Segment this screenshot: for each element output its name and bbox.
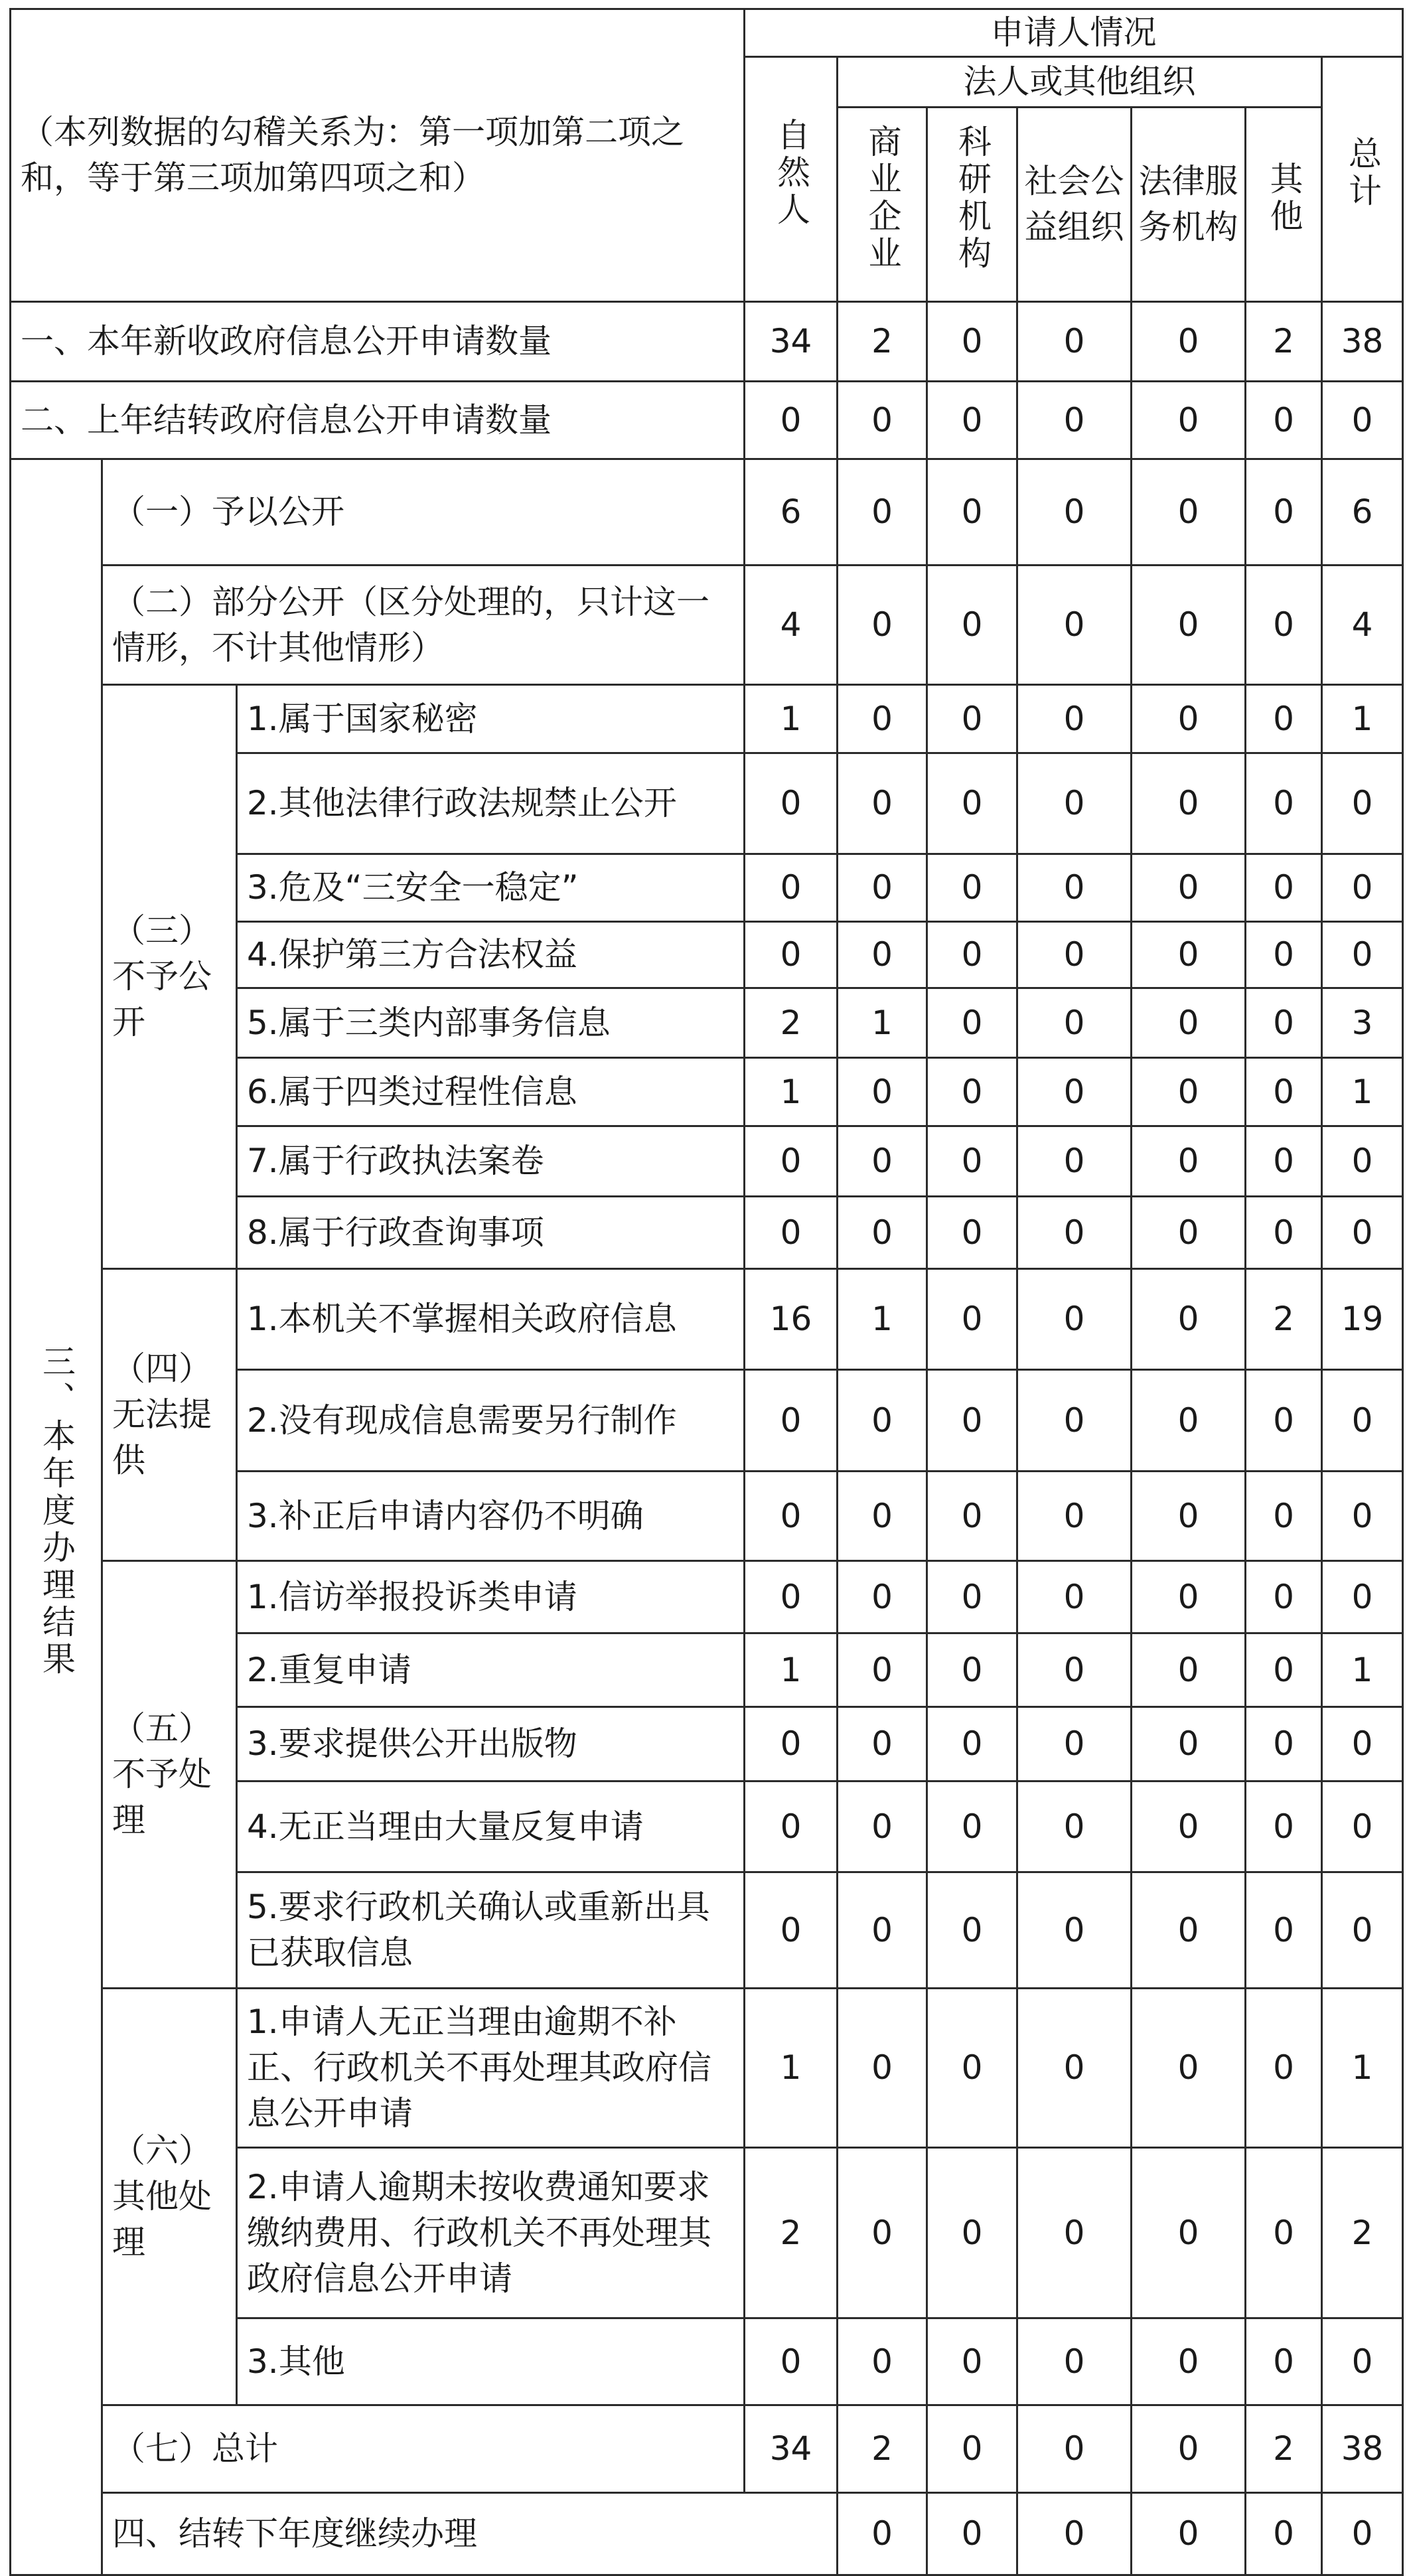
cell-value: 0 — [1132, 1707, 1246, 1781]
cell-value: 0 — [927, 459, 1017, 566]
cell-value: 0 — [838, 1561, 927, 1633]
cell-value: 0 — [1132, 1126, 1246, 1197]
cell-value: 1 — [745, 1989, 838, 2148]
cell-value: 0 — [1322, 1472, 1403, 1561]
cell-value: 0 — [1246, 1781, 1322, 1872]
cell-value: 0 — [1322, 382, 1403, 459]
cell-value: 0 — [927, 2148, 1017, 2318]
cell-value: 0 — [927, 1370, 1017, 1472]
cell-value: 0 — [1132, 922, 1246, 988]
cell-value: 38 — [1322, 302, 1403, 382]
cell-value: 0 — [927, 2318, 1017, 2405]
group-label-other-handling: （六）其他处理 — [102, 1989, 237, 2405]
cell-value: 0 — [1246, 1872, 1322, 1989]
row-label: 1.申请人无正当理由逾期不补正、行政机关不再处理其政府信息公开申请 — [237, 1989, 745, 2148]
cell-value: 0 — [927, 382, 1017, 459]
cell-value: 2 — [745, 988, 838, 1058]
cell-value: 0 — [1017, 1472, 1132, 1561]
cell-value: 0 — [1246, 459, 1322, 566]
cell-value: 1 — [745, 1058, 838, 1126]
cell-value: 0 — [1017, 1781, 1132, 1872]
cell-value: 0 — [927, 753, 1017, 854]
cell-value: 0 — [745, 922, 838, 988]
cell-value: 2 — [838, 302, 927, 382]
cell-value: 0 — [838, 2493, 927, 2575]
cell-value: 0 — [1132, 2405, 1246, 2493]
cell-value: 0 — [927, 1781, 1017, 1872]
col-header-business: 商业企业 — [838, 108, 927, 302]
cell-value: 16 — [745, 1269, 838, 1370]
row-label: 5.要求行政机关确认或重新出具已获取信息 — [237, 1872, 745, 1989]
cell-value: 0 — [745, 753, 838, 854]
cell-value: 0 — [1322, 1561, 1403, 1633]
cell-value: 2 — [1246, 1269, 1322, 1370]
cell-value: 0 — [1132, 1472, 1246, 1561]
cell-value: 0 — [1322, 2318, 1403, 2405]
col-header-research: 科研机构 — [927, 108, 1017, 302]
cell-value: 38 — [1322, 2405, 1403, 2493]
row-label: （二）部分公开（区分处理的，只计这一情形，不计其他情形） — [102, 566, 745, 685]
cell-value: 0 — [1322, 1197, 1403, 1269]
cell-value: 0 — [927, 1561, 1017, 1633]
group-label-unavailable: （四）无法提供 — [102, 1269, 237, 1561]
row-label: 四、结转下年度继续办理 — [102, 2493, 838, 2575]
table-row — [11, 1269, 1403, 1370]
cell-value: 0 — [1132, 753, 1246, 854]
cell-value: 0 — [1017, 566, 1132, 685]
row-label: 一、本年新收政府信息公开申请数量 — [11, 302, 745, 382]
cell-value: 0 — [1132, 1872, 1246, 1989]
cell-value: 0 — [1132, 1058, 1246, 1126]
cell-value: 0 — [1132, 2148, 1246, 2318]
cell-value: 0 — [927, 1872, 1017, 1989]
cell-value: 0 — [745, 1781, 838, 1872]
cell-value: 0 — [1017, 1058, 1132, 1126]
row-label: 7.属于行政执法案卷 — [237, 1126, 745, 1197]
cell-value: 0 — [838, 459, 927, 566]
table-row — [11, 566, 1403, 685]
cell-value: 0 — [1322, 922, 1403, 988]
cell-value: 0 — [1322, 1707, 1403, 1781]
table-row — [11, 459, 1403, 566]
cell-value: 0 — [1017, 302, 1132, 382]
row-label: 8.属于行政查询事项 — [237, 1197, 745, 1269]
table-row — [11, 2493, 1403, 2575]
cell-value: 0 — [838, 1126, 927, 1197]
cell-value: 0 — [838, 854, 927, 922]
row-label: （一）予以公开 — [102, 459, 745, 566]
table-row — [11, 1561, 1403, 1633]
cell-value: 0 — [1246, 1989, 1322, 2148]
cell-value: 0 — [838, 922, 927, 988]
cell-value: 0 — [1017, 753, 1132, 854]
cell-value: 0 — [1017, 459, 1132, 566]
cell-value: 1 — [745, 685, 838, 753]
cell-value: 0 — [1246, 1126, 1322, 1197]
cell-value: 0 — [927, 1472, 1017, 1561]
row-label: 3.要求提供公开出版物 — [237, 1707, 745, 1781]
col-header-other: 其他 — [1246, 108, 1322, 302]
cell-value: 0 — [927, 1633, 1017, 1707]
cell-value: 0 — [1017, 2405, 1132, 2493]
legal-group-header: 法人或其他组织 — [838, 57, 1322, 108]
cell-value: 34 — [745, 302, 838, 382]
applicant-group-header: 申请人情况 — [745, 9, 1403, 57]
cell-value: 0 — [1132, 1781, 1246, 1872]
col-header-public-welfare: 社会公益组织 — [1017, 108, 1132, 302]
table-row — [11, 685, 1403, 753]
cell-value: 0 — [1017, 685, 1132, 753]
cell-value: 0 — [927, 854, 1017, 922]
cell-value: 0 — [1132, 459, 1246, 566]
cell-value: 1 — [1322, 1989, 1403, 2148]
cell-value: 0 — [927, 302, 1017, 382]
cell-value: 0 — [838, 382, 927, 459]
cell-value: 0 — [1322, 1872, 1403, 1989]
row-label: 2.没有现成信息需要另行制作 — [237, 1370, 745, 1472]
cell-value: 0 — [1322, 1781, 1403, 1872]
row-label: 2.重复申请 — [237, 1633, 745, 1707]
cell-value: 0 — [745, 854, 838, 922]
cell-value: 3 — [1322, 988, 1403, 1058]
table-row — [11, 1989, 1403, 2148]
cell-value: 34 — [745, 2405, 838, 2493]
cell-value: 0 — [838, 1633, 927, 1707]
row-label: 1.属于国家秘密 — [237, 685, 745, 753]
cell-value: 1 — [838, 988, 927, 1058]
col-header-legal-service: 法律服务机构 — [1132, 108, 1246, 302]
cell-value: 0 — [745, 1872, 838, 1989]
row-label: 4.保护第三方合法权益 — [237, 922, 745, 988]
cell-value: 0 — [927, 988, 1017, 1058]
cell-value: 0 — [1322, 753, 1403, 854]
cell-value: 0 — [1132, 382, 1246, 459]
cell-value: 0 — [1017, 1126, 1132, 1197]
table-note: （本列数据的勾稽关系为：第一项加第二项之和，等于第三项加第四项之和） — [11, 9, 745, 302]
cell-value: 0 — [1017, 854, 1132, 922]
cell-value: 0 — [745, 2318, 838, 2405]
cell-value: 0 — [838, 1197, 927, 1269]
cell-value: 0 — [1017, 1370, 1132, 1472]
cell-value: 0 — [1132, 1561, 1246, 1633]
cell-value: 0 — [1246, 685, 1322, 753]
cell-value: 0 — [1246, 2318, 1322, 2405]
row-label: 2.其他法律行政法规禁止公开 — [237, 753, 745, 854]
cell-value: 0 — [927, 922, 1017, 988]
row-label: 3.危及“三安全一稳定” — [237, 854, 745, 922]
cell-value: 0 — [745, 382, 838, 459]
cell-value: 0 — [1246, 2148, 1322, 2318]
cell-value: 0 — [745, 1707, 838, 1781]
cell-value: 2 — [838, 2405, 927, 2493]
row-label: 4.无正当理由大量反复申请 — [237, 1781, 745, 1872]
cell-value: 0 — [1017, 988, 1132, 1058]
row-label: 二、上年结转政府信息公开申请数量 — [11, 382, 745, 459]
cell-value: 19 — [1322, 1269, 1403, 1370]
row-label: 6.属于四类过程性信息 — [237, 1058, 745, 1126]
cell-value: 0 — [745, 1197, 838, 1269]
cell-value: 0 — [1132, 566, 1246, 685]
cell-value: 0 — [927, 685, 1017, 753]
row-label: 1.信访举报投诉类申请 — [237, 1561, 745, 1633]
cell-value: 0 — [1132, 1370, 1246, 1472]
cell-value: 2 — [1322, 2148, 1403, 2318]
cell-value: 1 — [745, 1633, 838, 1707]
cell-value: 0 — [927, 1126, 1017, 1197]
cell-value: 0 — [1017, 922, 1132, 988]
cell-value: 0 — [1132, 1269, 1246, 1370]
cell-value: 0 — [1246, 1370, 1322, 1472]
cell-value: 0 — [927, 1707, 1017, 1781]
cell-value: 4 — [1322, 566, 1403, 685]
cell-value: 0 — [838, 753, 927, 854]
cell-value: 6 — [1322, 459, 1403, 566]
row-label: 5.属于三类内部事务信息 — [237, 988, 745, 1058]
cell-value: 0 — [1017, 2318, 1132, 2405]
cell-value: 0 — [838, 1058, 927, 1126]
cell-value: 0 — [1017, 2493, 1132, 2575]
cell-value: 0 — [745, 1370, 838, 1472]
cell-value: 2 — [745, 2148, 838, 2318]
cell-value: 6 — [745, 459, 838, 566]
cell-value: 2 — [1246, 2405, 1322, 2493]
cell-value: 0 — [1246, 1561, 1322, 1633]
col-header-natural-person: 自然人 — [745, 57, 838, 302]
cell-value: 0 — [745, 1472, 838, 1561]
cell-value: 0 — [1017, 382, 1132, 459]
cell-value: 0 — [1132, 854, 1246, 922]
row-label: 3.其他 — [237, 2318, 745, 2405]
cell-value: 0 — [1246, 2493, 1322, 2575]
cell-value: 0 — [1246, 1472, 1322, 1561]
cell-value: 0 — [927, 2405, 1017, 2493]
group-label-withheld: （三）不予公开 — [102, 685, 237, 1269]
cell-value: 0 — [838, 1370, 927, 1472]
row-label: 1.本机关不掌握相关政府信息 — [237, 1269, 745, 1370]
group-label-not-processed: （五）不予处理 — [102, 1561, 237, 1989]
cell-value: 0 — [1246, 922, 1322, 988]
cell-value: 0 — [927, 2493, 1017, 2575]
cell-value: 0 — [838, 566, 927, 685]
cell-value: 0 — [1322, 854, 1403, 922]
cell-value: 0 — [1017, 1989, 1132, 2148]
cell-value: 0 — [1246, 1058, 1322, 1126]
cell-value: 0 — [1017, 1197, 1132, 1269]
cell-value: 0 — [1132, 685, 1246, 753]
cell-value: 0 — [1017, 1269, 1132, 1370]
row-label: 3.补正后申请内容仍不明确 — [237, 1472, 745, 1561]
cell-value: 0 — [1246, 1707, 1322, 1781]
cell-value: 0 — [838, 1472, 927, 1561]
table-row — [11, 382, 1403, 459]
cell-value: 0 — [838, 1989, 927, 2148]
section-3-label: 三、本年度办理结果 — [11, 459, 102, 2575]
statistics-table — [9, 8, 1404, 2576]
cell-value: 0 — [1017, 1707, 1132, 1781]
cell-value: 0 — [1246, 382, 1322, 459]
cell-value: 0 — [1017, 2148, 1132, 2318]
cell-value: 0 — [1322, 1126, 1403, 1197]
cell-value: 1 — [1322, 1058, 1403, 1126]
cell-value: 0 — [1246, 988, 1322, 1058]
cell-value: 0 — [838, 1781, 927, 1872]
cell-value: 0 — [1017, 1561, 1132, 1633]
cell-value: 0 — [1017, 1633, 1132, 1707]
cell-value: 0 — [838, 2318, 927, 2405]
cell-value: 0 — [1246, 854, 1322, 922]
table-row — [11, 2405, 1403, 2493]
cell-value: 0 — [1132, 302, 1246, 382]
header-row-1 — [11, 9, 1403, 57]
cell-value: 0 — [1246, 566, 1322, 685]
cell-value: 0 — [1132, 2318, 1246, 2405]
cell-value: 0 — [1246, 1197, 1322, 1269]
cell-value: 1 — [838, 1269, 927, 1370]
cell-value: 0 — [838, 1707, 927, 1781]
cell-value: 1 — [1322, 1633, 1403, 1707]
cell-value: 0 — [927, 566, 1017, 685]
col-header-total: 总计 — [1322, 57, 1403, 302]
cell-value: 0 — [927, 1197, 1017, 1269]
cell-value: 4 — [745, 566, 838, 685]
cell-value: 0 — [1132, 2493, 1246, 2575]
cell-value: 0 — [1132, 1633, 1246, 1707]
cell-value: 0 — [838, 1872, 927, 1989]
cell-value: 0 — [1017, 1872, 1132, 1989]
cell-value: 0 — [745, 1561, 838, 1633]
cell-value: 0 — [745, 1126, 838, 1197]
cell-value: 0 — [927, 1058, 1017, 1126]
cell-value: 0 — [1246, 1633, 1322, 1707]
cell-value: 0 — [1132, 988, 1246, 1058]
cell-value: 0 — [1322, 1370, 1403, 1472]
cell-value: 0 — [838, 2148, 927, 2318]
cell-value: 0 — [927, 1989, 1017, 2148]
cell-value: 2 — [1246, 302, 1322, 382]
cell-value: 0 — [1132, 1989, 1246, 2148]
row-label: （七）总计 — [102, 2405, 745, 2493]
table-row — [11, 302, 1403, 382]
cell-value: 1 — [1322, 685, 1403, 753]
cell-value: 0 — [1132, 1197, 1246, 1269]
cell-value: 0 — [927, 1269, 1017, 1370]
cell-value: 0 — [1246, 753, 1322, 854]
cell-value: 0 — [838, 685, 927, 753]
row-label: 2.申请人逾期未按收费通知要求缴纳费用、行政机关不再处理其政府信息公开申请 — [237, 2148, 745, 2318]
cell-value: 0 — [1322, 2493, 1403, 2575]
